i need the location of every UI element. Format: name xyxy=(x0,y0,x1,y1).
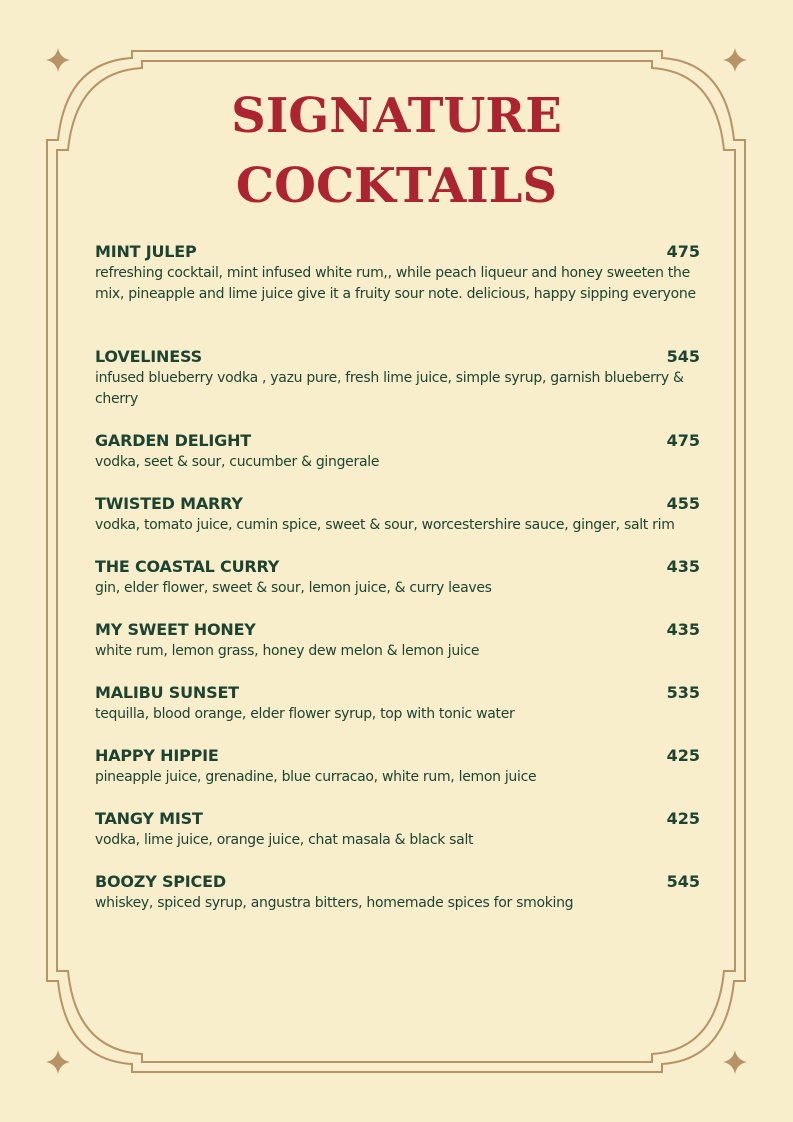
item-description: vodka, seet & sour, cucumber & gingerale xyxy=(95,454,380,470)
item-price: 425 xyxy=(666,746,700,765)
item-price: 545 xyxy=(666,872,700,891)
menu-item xyxy=(95,241,700,305)
item-name: BOOZY SPICED xyxy=(95,872,226,891)
menu-item xyxy=(95,682,700,725)
item-price: 425 xyxy=(666,809,700,828)
item-description: gin, elder flower, sweet & sour, lemon juice, & curry leaves xyxy=(95,580,492,596)
item-price: 535 xyxy=(666,683,700,702)
item-price: 545 xyxy=(666,347,700,366)
sparkle-icon xyxy=(46,48,70,72)
menu-item xyxy=(95,871,700,914)
menu-item xyxy=(95,430,700,473)
item-price: 435 xyxy=(666,557,700,576)
item-price: 435 xyxy=(666,620,700,639)
item-name: MALIBU SUNSET xyxy=(95,683,239,702)
item-price: 475 xyxy=(666,431,700,450)
menu-item xyxy=(95,556,700,599)
item-description: refreshing cocktail, mint infused white rum,, while peach liqueur and honey sweeten the mix, pineapple and lime juice give it a fruity sour note. delicious, happy sipping everyone xyxy=(95,265,696,302)
page-title-line-2: COCKTAILS xyxy=(235,158,558,214)
item-name: MINT JULEP xyxy=(95,242,197,261)
item-description: vodka, tomato juice, cumin spice, sweet & sour, worcestershire sauce, ginger, salt rim xyxy=(95,517,675,533)
menu-item xyxy=(95,493,700,536)
item-name: LOVELINESS xyxy=(95,347,202,366)
item-price: 455 xyxy=(666,494,700,513)
item-name: TWISTED MARRY xyxy=(95,494,243,513)
item-description: infused blueberry vodka , yazu pure, fresh lime juice, simple syrup, garnish blueberry & cherry xyxy=(95,370,684,407)
item-description: tequilla, blood orange, elder flower syrup, top with tonic water xyxy=(95,706,515,722)
menu-item xyxy=(95,745,700,788)
item-price: 475 xyxy=(666,242,700,261)
sparkle-icon xyxy=(46,1050,70,1074)
item-description: white rum, lemon grass, honey dew melon & lemon juice xyxy=(95,643,480,659)
item-name: THE COASTAL CURRY xyxy=(95,557,280,576)
menu-item xyxy=(95,346,700,410)
item-description: pineapple juice, grenadine, blue curracao, white rum, lemon juice xyxy=(95,769,537,785)
item-name: HAPPY HIPPIE xyxy=(95,746,219,765)
sparkle-icon xyxy=(723,1050,747,1074)
item-description: vodka, lime juice, orange juice, chat masala & black salt xyxy=(95,832,474,848)
item-description: whiskey, spiced syrup, angustra bitters, homemade spices for smoking xyxy=(95,895,574,911)
menu-item xyxy=(95,619,700,662)
item-name: GARDEN DELIGHT xyxy=(95,431,252,450)
menu-item xyxy=(95,808,700,851)
sparkle-icon xyxy=(723,48,747,72)
page-title-line-1: SIGNATURE xyxy=(231,88,562,144)
item-name: MY SWEET HONEY xyxy=(95,620,256,639)
item-name: TANGY MIST xyxy=(95,809,203,828)
